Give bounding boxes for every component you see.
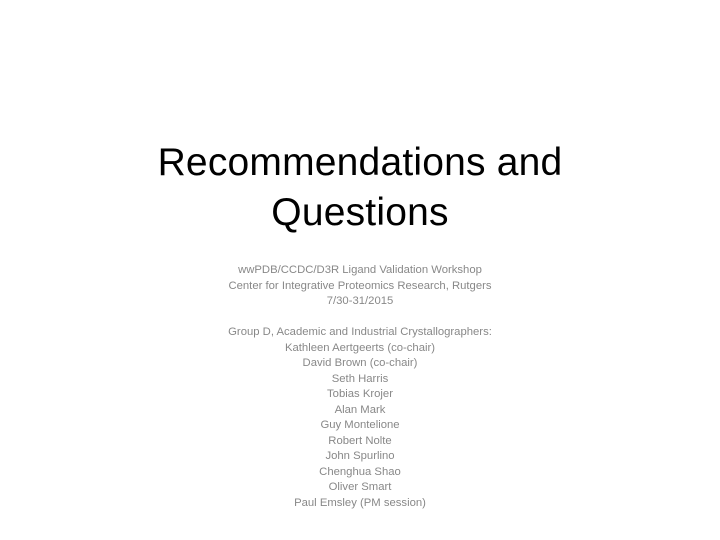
group-heading: Group D, Academic and Industrial Crystallographers: — [228, 326, 492, 338]
spacer — [120, 310, 600, 326]
member-name: Tobias Krojer — [327, 388, 393, 400]
member-name: Chenghua Shao — [319, 465, 401, 478]
slide-subtitle — [120, 263, 600, 511]
member-name: Oliver Smart — [328, 481, 392, 493]
workshop-venue: Center for Integrative Proteomics Research, Rutgers — [228, 279, 492, 292]
title-line-2: Questions — [271, 191, 449, 234]
member-name: Kathleen Aertgeerts (co-chair) — [284, 341, 436, 354]
member-name: David Brown (co-chair) — [302, 357, 418, 369]
member-name: Seth Harris — [331, 372, 389, 385]
member-name: John Spurlino — [325, 450, 395, 462]
member-name: Alan Mark — [334, 403, 386, 416]
title-line-1: Recommendations and — [157, 141, 563, 184]
member-name: Guy Montelione — [320, 419, 400, 431]
member-name: Paul Emsley (PM session) — [294, 496, 426, 509]
workshop-dates: 7/30-31/2015 — [326, 295, 394, 307]
member-name: Robert Nolte — [328, 434, 392, 447]
workshop-name: wwPDB/CCDC/D3R Ligand Validation Workshop — [238, 264, 482, 276]
slide-title — [60, 138, 660, 238]
